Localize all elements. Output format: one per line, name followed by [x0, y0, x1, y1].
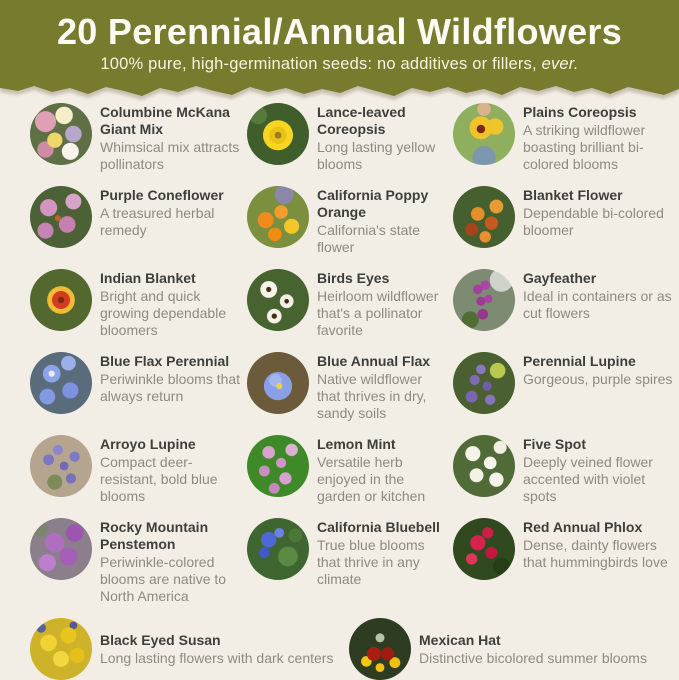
flower-grid [0, 103, 679, 605]
flower-item [453, 352, 679, 422]
flower-photo [30, 618, 92, 680]
flower-name: Rocky Mountain Penstemon [100, 519, 209, 552]
flower-list [0, 103, 679, 680]
flower-item [30, 103, 247, 173]
header [0, 0, 679, 74]
flower-name: Five Spot [523, 436, 587, 452]
flower-name: Red Annual Phlox [523, 519, 643, 535]
flower-text [100, 269, 241, 339]
flower-item [30, 618, 349, 680]
flower-name: Blue Annual Flax [317, 353, 431, 369]
flower-name: Birds Eyes [317, 270, 390, 286]
flower-item [453, 186, 679, 256]
flower-name: Mexican Hat [419, 631, 501, 648]
flower-photo [247, 518, 309, 580]
flower-description: True blue blooms that thrive in any climate [317, 537, 425, 587]
flower-item [247, 269, 453, 339]
flower-text [523, 435, 673, 505]
flower-description: Compact deer-resistant, bold blue blooms [100, 454, 218, 504]
flower-name: Arroyo Lupine [100, 436, 196, 452]
flower-photo [30, 352, 92, 414]
flower-item [30, 186, 247, 256]
flower-photo [453, 435, 515, 497]
flower-photo [453, 186, 515, 248]
flower-description: Periwinkle-colored blooms are native to North America [100, 554, 227, 604]
flower-description: Heirloom wildflower that's a pollinator favorite [317, 288, 439, 338]
flower-photo [30, 518, 92, 580]
flower-photo [349, 618, 411, 680]
flower-name: California Bluebell [317, 519, 440, 535]
flower-photo [30, 186, 92, 248]
flower-text [317, 269, 447, 339]
flower-photo [453, 269, 515, 331]
flower-photo [247, 103, 309, 165]
flower-text [523, 186, 673, 239]
flower-name: Blue Flax Perennial [100, 353, 230, 369]
flower-photo [247, 352, 309, 414]
flower-item [30, 518, 247, 605]
flower-item [453, 435, 679, 505]
flower-text [317, 352, 447, 422]
flower-text [317, 103, 447, 173]
flower-name: Perennial Lupine [523, 353, 636, 369]
subtitle-text: 100% pure, high-germination seeds: no additives or fillers, [100, 55, 542, 73]
flower-photo [30, 435, 92, 497]
flower-item [247, 103, 453, 173]
flower-item [453, 103, 679, 173]
flower-description: Periwinkle blooms that always return [100, 371, 241, 404]
flower-photo [453, 103, 515, 165]
flower-description: Ideal in containers or as cut flowers [523, 288, 672, 321]
flower-item [247, 518, 453, 605]
flower-description: Bright and quick growing dependable bloomers [100, 288, 227, 338]
flower-name: Plains Coreopsis [523, 104, 637, 120]
flower-description: Dependable bi-colored bloomer [523, 205, 664, 238]
flower-name: Purple Coneflower [100, 187, 224, 203]
flower-text [523, 269, 673, 322]
flower-name: Black Eyed Susan [100, 632, 221, 648]
subtitle-emphasis: ever. [541, 55, 579, 73]
page-subtitle [0, 55, 679, 74]
flower-text [523, 518, 673, 571]
flower-item [349, 618, 653, 680]
flower-text [100, 186, 241, 239]
flower-text [100, 631, 343, 667]
flower-photo [247, 186, 309, 248]
flower-text [523, 103, 673, 173]
flower-item [453, 518, 679, 605]
flower-name: Lemon Mint [317, 436, 396, 452]
flower-item [247, 352, 453, 422]
flower-item [453, 269, 679, 339]
flower-item [30, 435, 247, 505]
flower-text [317, 186, 447, 256]
flower-photo [30, 103, 92, 165]
flower-name: California Poppy Orange [317, 187, 429, 220]
flower-description: Distinctive bicolored summer blooms [419, 649, 647, 666]
flower-description: California's state flower [317, 222, 421, 255]
flower-description: Long lasting flowers with dark centers [100, 650, 334, 666]
flower-description: A striking wildflower boasting brilliant bi-colored blooms [523, 122, 646, 172]
flower-item [30, 352, 247, 422]
flower-text [317, 435, 447, 505]
flower-description: Whimsical mix attracts pollinators [100, 139, 240, 172]
flower-description: Gorgeous, purple spires [523, 371, 673, 387]
flower-description: Dense, dainty flowers that hummingbirds love [523, 537, 668, 570]
flower-photo [247, 269, 309, 331]
flower-description: Versatile herb enjoyed in the garden or kitchen [317, 454, 426, 504]
flower-text [523, 352, 673, 388]
flower-description: Native wildflower that thrives in dry, sandy soils [317, 371, 427, 421]
flower-photo [30, 269, 92, 331]
flower-text [100, 103, 241, 173]
flower-description: Deeply veined flower accented with violet spots [523, 454, 653, 504]
flower-item [247, 186, 453, 256]
flower-description: A treasured herbal remedy [100, 205, 215, 238]
flower-name: Indian Blanket [100, 270, 196, 286]
flower-photo [453, 518, 515, 580]
flower-item [247, 435, 453, 505]
flower-text [100, 518, 241, 605]
flower-name: Lance-leaved Coreopsis [317, 104, 406, 137]
flower-text [419, 632, 647, 667]
flower-photo [247, 435, 309, 497]
flower-photo [453, 352, 515, 414]
flower-description: Long lasting yellow blooms [317, 139, 436, 172]
bottom-row [0, 618, 679, 680]
flower-item [30, 269, 247, 339]
page-title: 20 Perennial/Annual Wildflowers [56, 11, 623, 52]
flower-text [317, 518, 447, 588]
flower-name: Gayfeather [523, 270, 597, 286]
flower-name: Columbine McKana Giant Mix [100, 104, 230, 137]
flower-text [100, 352, 241, 405]
flower-name: Blanket Flower [523, 187, 623, 203]
flower-text [100, 435, 241, 505]
